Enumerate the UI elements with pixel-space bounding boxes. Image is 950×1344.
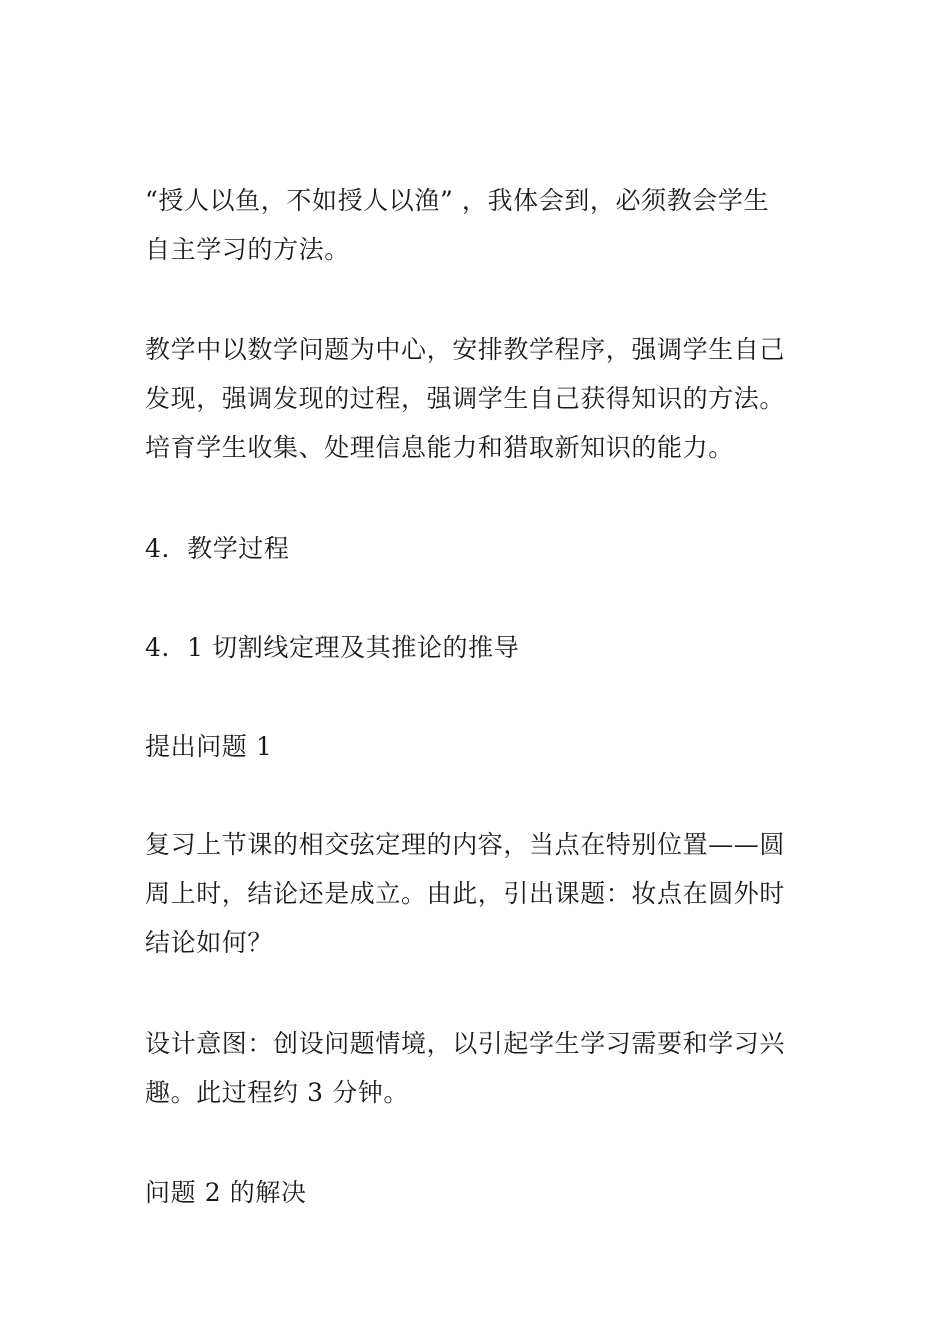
question-2-label [145,1168,815,1217]
text-line: “授人以鱼，不如授人以渔” ，我体会到，必须教会学生 [145,186,770,215]
paragraph-teaching-center [145,325,815,472]
paragraph-review [145,820,815,967]
text-line: 结论如何？ [145,928,274,957]
text-line: 趣。此过程约 3 分钟。 [145,1078,410,1107]
section-heading [145,524,815,573]
text-line: 自主学习的方法。 [145,235,350,264]
paragraph-design-intent [145,1019,815,1117]
text-line: 提出问题 1 [145,732,273,761]
text-line: 培育学生收集、处理信息能力和猎取新知识的能力。 [145,433,734,462]
question-1-label [145,722,815,771]
subsection-heading [145,623,815,672]
text-line: 发现，强调发现的过程，强调学生自己获得知识的方法。 [145,384,786,413]
text-line: 设计意图：创设问题情境，以引起学生学习需要和学习兴 [145,1029,786,1058]
text-line: 问题 2 的解决 [145,1178,307,1207]
paragraph-quote [145,176,815,274]
text-line: 4．1 切割线定理及其推论的推导 [145,633,520,662]
text-line: 4．教学过程 [145,534,290,563]
text-line: 周上时，结论还是成立。由此，引出课题：妆点在圆外时 [145,879,786,908]
text-line: 复习上节课的相交弦定理的内容，当点在特别位置——圆 [145,830,786,859]
text-line: 教学中以数学问题为中心，安排教学程序，强调学生自己 [145,335,786,364]
